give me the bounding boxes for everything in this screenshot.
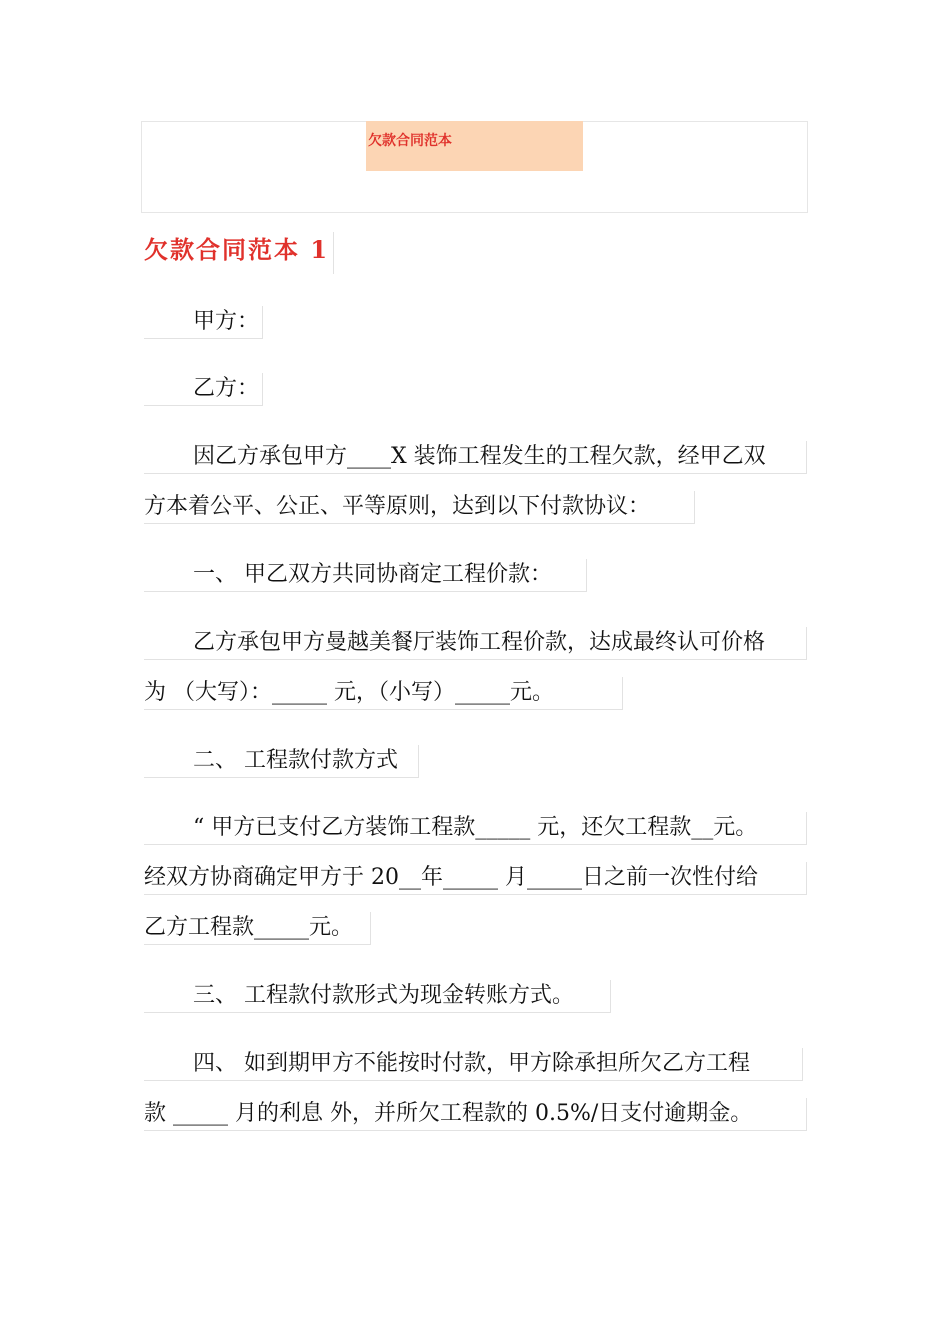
- intro-line-2: 方本着公平、公正、平等原则，达到以下付款协议：: [144, 491, 695, 524]
- clause-4-line-2: 款 _____ 月的利息 外，并所欠工程款的 0.5%/日支付逾期金。: [144, 1098, 807, 1131]
- clause-2-heading: 二、 工程款付款方式: [144, 745, 419, 778]
- clause-2-line-2: 经双方协商确定甲方于 20__年_____ 月_____日之前一次性付给: [144, 862, 807, 895]
- clause-2-line-1: “ 甲方已支付乙方装饰工程款_____ 元，还欠工程款__元。: [144, 812, 807, 845]
- clause-2-line-3: 乙方工程款_____元。: [144, 912, 371, 945]
- clause-1-line-1: 乙方承包甲方曼越美餐厅装饰工程价款，达成最终认可价格: [144, 627, 807, 660]
- clause-3-line: 三、 工程款付款形式为现金转账方式。: [144, 980, 611, 1013]
- document-title: 欠款合同范本 1: [144, 232, 334, 274]
- party-a-line: 甲方：: [144, 306, 263, 339]
- intro-line-1: 因乙方承包甲方____X 装饰工程发生的工程欠款，经甲乙双: [144, 441, 807, 474]
- party-b-line: 乙方：: [144, 373, 263, 406]
- clause-1-line-2: 为 （大写）：_____ 元，（小写）_____元。: [144, 677, 623, 710]
- clause-1-heading: 一、 甲乙双方共同协商定工程价款：: [144, 559, 587, 592]
- clause-4-line-1: 四、 如到期甲方不能按时付款，甲方除承担所欠乙方工程: [144, 1048, 803, 1081]
- header-label: 欠款合同范本: [366, 121, 583, 171]
